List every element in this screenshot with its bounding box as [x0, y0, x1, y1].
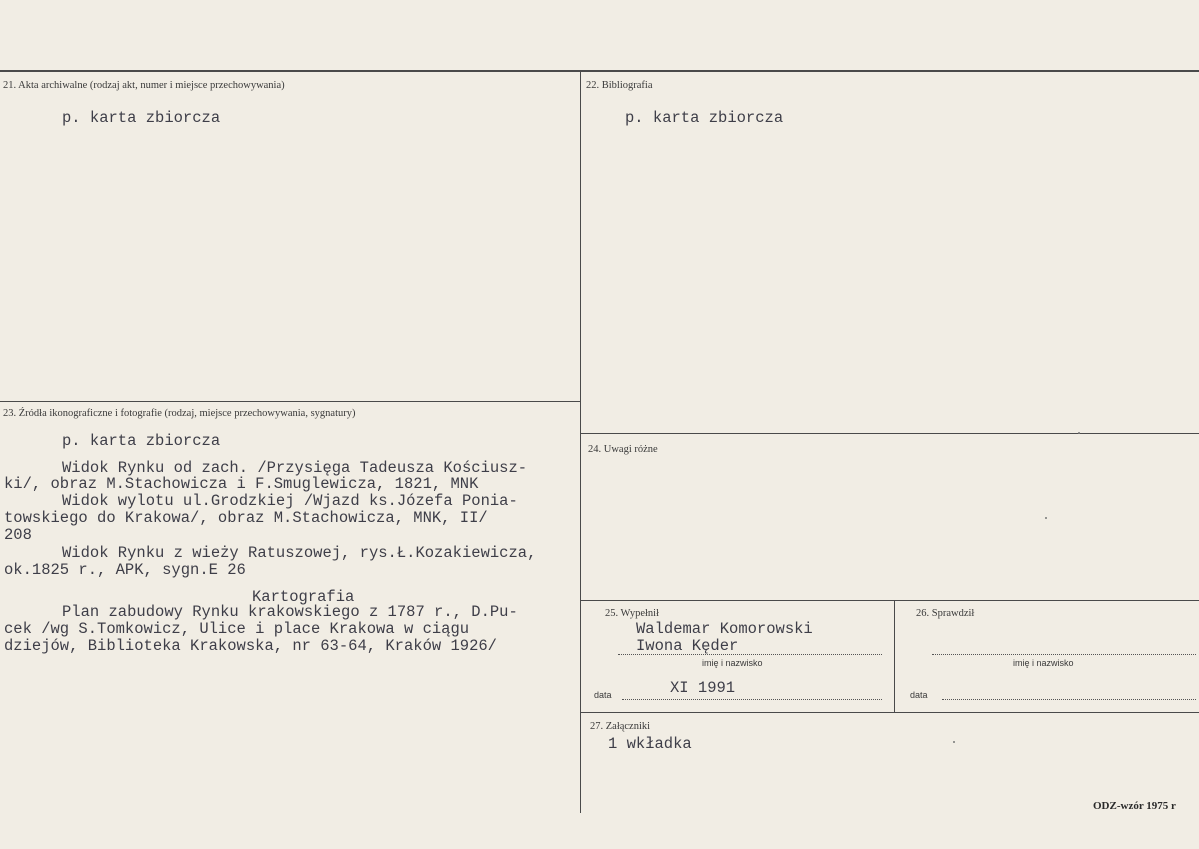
section23-line-11: cek /wg S.Tomkowicz, Ulice i place Krakowa w ciągu	[4, 620, 470, 638]
section26-name-line	[932, 654, 1196, 655]
section26-date-line	[942, 699, 1196, 700]
section24-label: 24. Uwagi różne	[588, 444, 658, 455]
section23-line-2: Widok Rynku od zach. /Przysięga Tadeusza Kościusz-	[62, 459, 528, 477]
form-code: ODZ-wzór 1975 r	[1093, 800, 1176, 812]
right-bottom-rule	[580, 712, 1199, 713]
paper-speck	[953, 741, 955, 743]
section23-line-6: 208	[4, 526, 32, 544]
section23-line-8: ok.1825 r., APK, sygn.E 26	[4, 561, 246, 579]
paper-speck	[1045, 517, 1047, 519]
section23-line-10: Plan zabudowy Rynku krakowskiego z 1787 r., D.Pu-	[62, 603, 518, 621]
section23-line-5: towskiego do Krakowa/, obraz M.Stachowicza, MNK, II/	[4, 509, 488, 527]
section25-date-label: data	[594, 690, 612, 700]
section22-label: 22. Bibliografia	[586, 80, 653, 91]
section23-label: 23. Źródła ikonograficzne i fotografie (rodzaj, miejsce przechowywania, sygnatury)	[3, 408, 356, 419]
section23-line-12: dziejów, Biblioteka Krakowska, nr 63-64, Kraków 1926/	[4, 637, 497, 655]
section25-date-line	[622, 699, 882, 700]
section25-label: 25. Wypełnił	[605, 608, 660, 619]
right-mid-rule	[580, 433, 1199, 434]
section23-heading-kartografia: Kartografia	[252, 588, 355, 606]
section23-line-1: p. karta zbiorcza	[62, 432, 221, 450]
section27-label: 27. Załączniki	[590, 721, 651, 732]
section25-name-2: Iwona Kęder	[636, 637, 739, 655]
section23-line-4: Widok wylotu ul.Grodzkiej /Wjazd ks.Józefa Ponia-	[62, 492, 518, 510]
section26-label: 26. Sprawdził	[916, 608, 975, 619]
section23-line-3: ki/, obraz M.Stachowicza i F.Smuglewicza, 1821, MNK	[4, 475, 479, 493]
section25-name-1: Waldemar Komorowski	[636, 620, 813, 638]
section23-line-7: Widok Rynku z wieży Ratuszowej, rys.Ł.Kozakiewicza,	[62, 544, 537, 562]
right-inner-divider	[894, 600, 895, 712]
center-divider	[580, 71, 581, 813]
paper-speck	[1078, 432, 1080, 434]
section25-date-value: XI 1991	[670, 679, 736, 697]
section25-name-line	[618, 654, 882, 655]
section25-name-caption: imię i nazwisko	[702, 658, 763, 668]
section26-date-label: data	[910, 690, 928, 700]
section22-text: p. karta zbiorcza	[625, 109, 784, 127]
section26-name-caption: imię i nazwisko	[1013, 658, 1074, 668]
section21-text: p. karta zbiorcza	[62, 109, 221, 127]
left-mid-rule	[0, 401, 580, 402]
section21-label: 21. Akta archiwalne (rodzaj akt, numer i miejsce przechowywania)	[3, 80, 285, 91]
right-lower-rule	[580, 600, 1199, 601]
section27-text: 1 wkładka	[608, 735, 692, 753]
top-rule	[0, 70, 1199, 72]
